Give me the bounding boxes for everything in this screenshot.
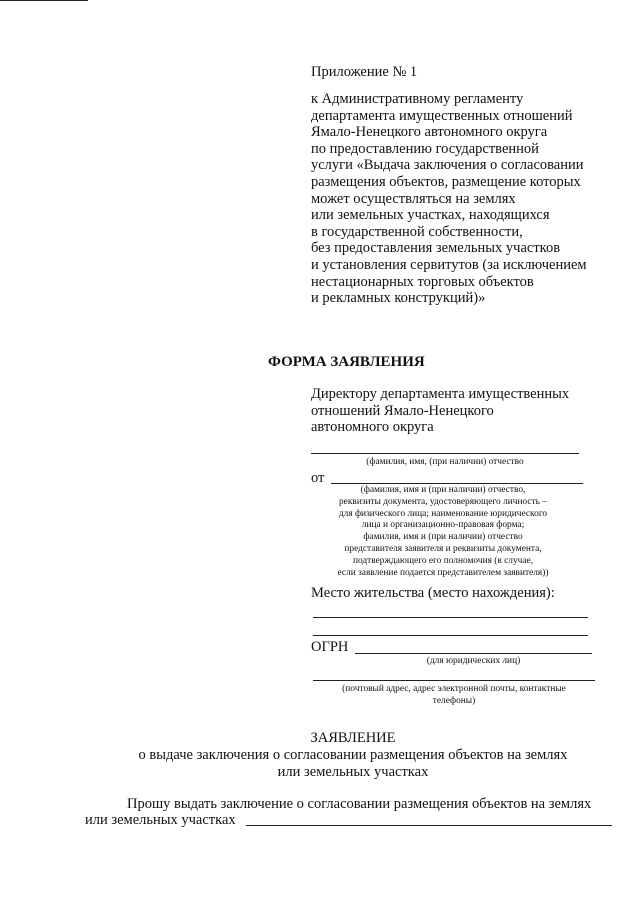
annex-reference: [311, 91, 587, 307]
annex-title: Приложение № 1: [311, 64, 418, 80]
director-name-field[interactable]: [311, 453, 579, 454]
annex-line: Ямало-Ненецкого автономного округа: [311, 124, 548, 141]
applicant-hint-line: представителя заявителя и реквизиты документа,: [344, 543, 542, 554]
annex-line: услуги «Выдача заключения о согласовании: [311, 157, 584, 174]
land-plots-field[interactable]: [246, 825, 612, 826]
header-rule: [0, 0, 88, 1]
addressee-line: автономного округа: [311, 419, 434, 436]
contacts-field[interactable]: [313, 680, 595, 681]
statement-body-line-1: Прошу выдать заключение о согласовании размещения объектов на землях: [127, 796, 592, 812]
statement-title: ЗАЯВЛЕНИЕ: [310, 730, 396, 746]
annex-line: и рекламных конструкций)»: [311, 290, 486, 307]
applicant-hint-line: лица и организационно-правовая форма;: [361, 520, 525, 531]
ogrn-hint: (для юридических лиц): [426, 656, 521, 666]
statement-subtitle-line-1: о выдаче заключения о согласовании размещения объектов на землях: [138, 747, 568, 763]
contacts-hint-line-2: телефоны): [432, 696, 476, 706]
annex-line: может осуществляться на землях: [311, 190, 516, 207]
form-title: ФОРМА ЗАЯВЛЕНИЯ: [268, 354, 425, 370]
applicant-hint-line: (фамилия, имя и (при наличии) отчество,: [360, 485, 526, 495]
applicant-hint-line: для физического лица; наименование юридического: [338, 508, 548, 519]
applicant-hint-line: реквизиты документа, удостоверяющего личность –: [338, 496, 547, 507]
from-label: от: [311, 470, 325, 486]
ogrn-label: ОГРН: [311, 639, 349, 655]
annex-line: без предоставления земельных участков: [311, 240, 561, 257]
residence-field-line-2[interactable]: [313, 635, 588, 636]
applicant-hint: [298, 485, 588, 579]
director-name-hint: (фамилия, имя, (при наличии) отчество: [366, 457, 524, 467]
applicant-hint-line: если заявление подается представителем заявителя)): [337, 567, 549, 578]
annex-line: к Административному регламенту: [311, 91, 524, 107]
addressee-block: [311, 386, 569, 436]
applicant-field[interactable]: [331, 483, 583, 484]
residence-label: Место жительства (место нахождения):: [311, 585, 555, 601]
contacts-hint-line-1: (почтовый адрес, адрес электронной почты, контактные: [342, 684, 566, 694]
applicant-hint-line: подтверждающего его полномочия (в случае,: [352, 555, 534, 566]
residence-field-line-1[interactable]: [313, 617, 588, 618]
annex-line: департамента имущественных отношений: [311, 107, 573, 124]
addressee-line: отношений Ямало-Ненецкого: [311, 402, 494, 419]
ogrn-field[interactable]: [355, 653, 592, 654]
annex-line: и установления сервитутов (за исключением: [311, 256, 587, 273]
annex-line: в государственной собственности,: [311, 223, 523, 240]
annex-line: по предоставлению государственной: [311, 140, 539, 157]
statement-subtitle-line-2: или земельных участках: [277, 764, 429, 780]
applicant-hint-line: фамилия, имя и (при наличии) отчество: [363, 532, 523, 543]
annex-line: нестационарных торговых объектов: [311, 273, 534, 290]
annex-line: или земельных участках, находящихся: [311, 207, 550, 224]
statement-body-line-2: или земельных участках: [85, 812, 236, 828]
annex-line: размещения объектов, размещение которых: [311, 173, 581, 190]
addressee-line: Директору департамента имущественных: [311, 386, 570, 402]
